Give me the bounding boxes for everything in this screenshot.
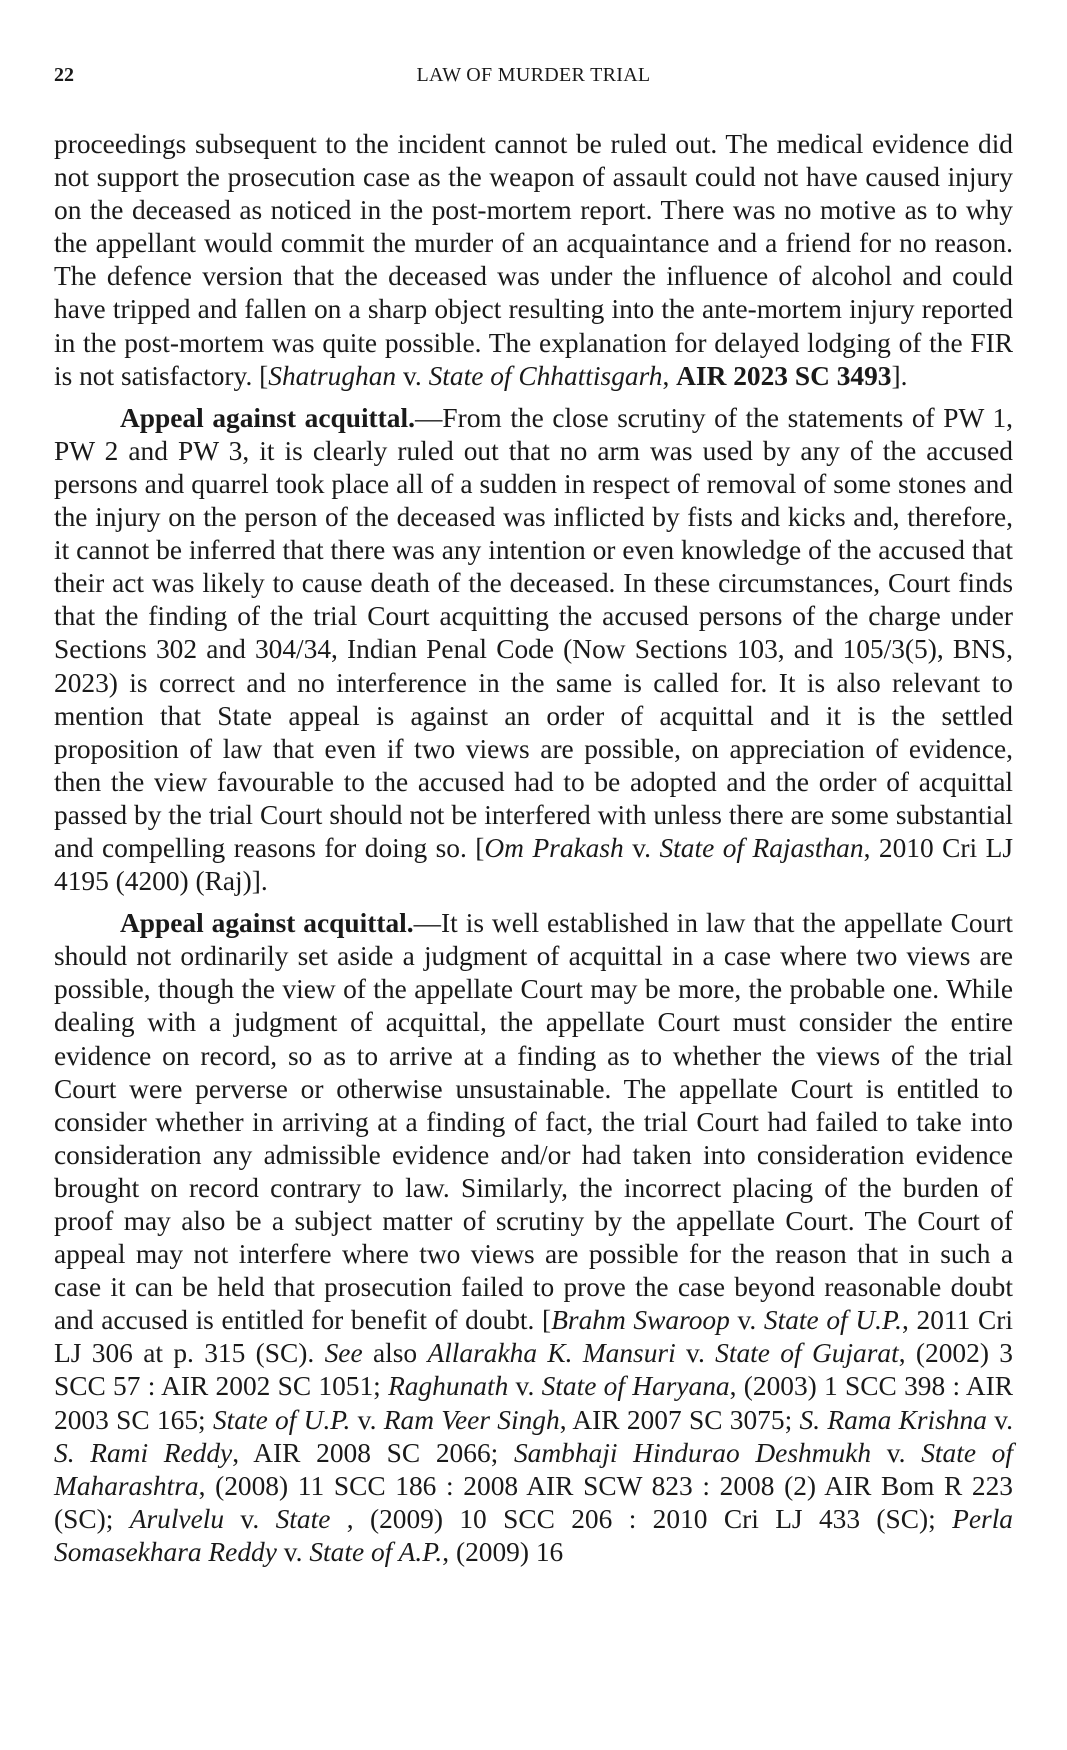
citation: , AIR 2007 SC 3075; [559,1404,800,1435]
citation: , (2008) 11 SCC 186 : 2008 AIR SCW 823 : 2008 (2) AIR Bom R 223 (SC); [54,1470,1013,1534]
case-name: Perla Somasekhara Reddy [54,1503,1013,1567]
paragraph-1 [54,128,1013,393]
versus: v. [729,1305,764,1336]
versus: v. [276,1536,310,1567]
case-name: Ram Veer Singh [383,1404,560,1435]
body-text [54,128,1013,1569]
case-name: State of U.P. [763,1305,903,1336]
versus: v. [508,1371,542,1402]
versus: v. [350,1404,384,1435]
case-name: State of Chhattisgarh [428,360,663,391]
case-name: Arulvelu [129,1503,225,1534]
page-number: 22 [54,64,74,86]
versus: v. [871,1437,922,1468]
versus: v. [396,360,429,391]
case-name: State of A.P. [309,1536,443,1567]
paragraph-3 [54,907,1013,1569]
case-name: Brahm Swaroop [551,1305,730,1336]
case-name: S. Rami Reddy [54,1437,233,1468]
versus: v. [623,832,660,863]
citation: , 2011 Cri LJ 306 at p. 315 (SC). [54,1305,1013,1369]
case-name: Allarakha K. Mansuri [427,1338,676,1369]
versus: v. [986,1404,1013,1435]
case-name: S. Rama Krishna [799,1404,987,1435]
citation: , (2009) 16 [442,1536,564,1567]
citation: , AIR 2008 SC 2066; [232,1437,514,1468]
citation: , (2003) 1 SCC 398 : AIR 2003 SC 165; [54,1371,1013,1435]
case-name: Raghunath [388,1371,509,1402]
paragraph-3-heading: Appeal against acquittal. [120,908,414,939]
see-also: See [324,1338,363,1369]
paragraph-1-text: proceedings subsequent to the incident cannot be ruled out. The medical evidence did not support the prosecution case as the weapon of assault could not have caused injury on the deceased as noticed in the post-mortem report. There was no motive as to why the appellant would commit the murder of an acquaintance and a friend for no reason. The defence version that the deceased was under the influence of alcohol and could have tripped and fallen on a sharp object resulting into the ante-mortem injury reported in the post-mortem was quite possible. The explanation for delayed lodging of the FIR is not satisfactory. [ [54,129,1013,391]
case-name: State [275,1503,331,1534]
citation-close: ]. [891,360,908,391]
citation: , 2010 Cri LJ 4195 (4200) (Raj)]. [54,832,1013,897]
citation: AIR 2023 SC 3493 [676,360,892,391]
case-name: State of Gujarat [715,1338,899,1369]
case-name: State of Maharashtra [54,1437,1013,1501]
case-name: State of Haryana [541,1371,730,1402]
paragraph-2-text: —From the close scrutiny of the statements of PW 1, PW 2 and PW 3, it is clearly ruled out that no arm was used by any of the accused persons and quarrel took place all of a sudden in respect of removal of some stones and the injury on the person of the deceased was inflicted by fists and kicks and, therefore, it cannot be inferred that there was any intention or even knowledge of the accused that their act was likely to cause death of the deceased. In these circumstances, Court finds that the finding of the trial Court acquitting the accused persons of the charge under Sections 302 and 304/34, Indian Penal Code (Now Sections 103, and 105/3(5), BNS, 2023) is correct and no interference in the same is called for. It is also relevant to mention that State appeal is against an order of acquittal and it is the settled proposition of law that even if two views are possible, on appreciation of evidence, then the view favourable to the accused had to be adopted and the order of acquittal passed by the trial Court should not be interfered with unless there are some substantial and compelling reasons for doing so. [ [54,402,1013,863]
citation: , (2002) 3 SCC 57 : AIR 2002 SC 1051; [54,1338,1013,1402]
citation: , (2009) 10 SCC 206 : 2010 Cri LJ 433 (SC); [330,1503,953,1534]
versus: v. [224,1503,276,1534]
case-name: Sambhaji Hindurao Deshmukh [513,1437,872,1468]
running-header [54,64,1013,94]
running-title: LAW OF MURDER TRIAL [416,64,651,86]
paragraph-3-text: —It is well established in law that the appellate Court should not ordinarily set aside a judgment of acquittal in a case where two views are possible, though the view of the appellate Court may be more, the probable one. While dealing with a judgment of acquittal, the appellate Court must consider the entire evidence on record, so as to arrive at a finding as to whether the views of the trial Court were perverse or otherwise unsustainable. The appellate Court is entitled to consider whether in arriving at a finding of fact, the trial Court had failed to take into consideration any admissible evidence and/or had taken into consideration evidence brought on record contrary to law. Similarly, the incorrect placing of the burden of proof may also be a subject matter of scrutiny by the appellate Court. The Court of appeal may not interfere where two views are possible for the reason that in such a case it can be held that prosecution failed to prove the case beyond reasonable doubt and accused is entitled for benefit of doubt. [ [54,908,1013,1336]
case-name: Om Prakash [484,832,624,863]
paragraph-2-heading: Appeal against acquittal. [120,402,415,433]
see-also-tail: also [362,1338,428,1369]
case-name: State of U.P. [212,1404,351,1435]
paragraph-2 [54,402,1013,898]
case-name: Shatrughan [268,360,397,391]
case-name: State of Rajasthan [659,832,864,863]
versus: v. [675,1338,716,1369]
separator: , [662,360,677,391]
